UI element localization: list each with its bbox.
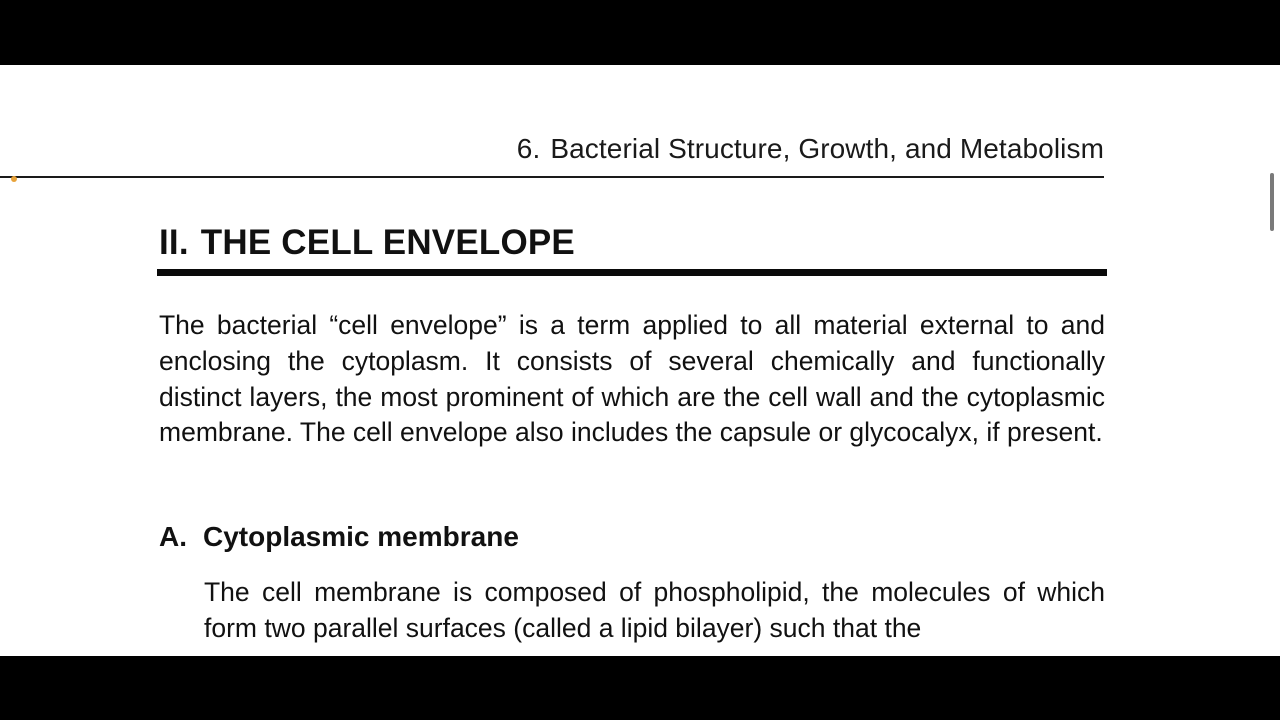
section-heading (159, 223, 575, 263)
bookmark-marker-icon[interactable] (11, 176, 17, 182)
chapter-number: 6. (516, 133, 541, 164)
document-page[interactable] (0, 65, 1280, 656)
running-header (517, 133, 1104, 165)
section-number: II. (159, 223, 189, 262)
section-title: THE CELL ENVELOPE (200, 223, 575, 262)
subsection-heading (159, 521, 519, 553)
subsection-title: Cytoplasmic membrane (203, 521, 519, 552)
subsection-body-paragraph: The cell membrane is composed of phospholipid, the molecules of which form two parallel surfaces (called a lipid bilayer) such that the (204, 577, 1105, 643)
chapter-title: Bacterial Structure, Growth, and Metabolism (550, 133, 1104, 164)
scrollbar-thumb[interactable] (1270, 173, 1274, 231)
section-body-paragraph: The bacterial “cell envelope” is a term applied to all material external to and enclosing the cytoplasm. It consists of several chemically and functionally distinct layers, the most prominent of which are the cell wall and the cytoplasmic membrane. The cell envelope also includes the capsule or glycocalyx, if present. (159, 310, 1105, 448)
header-divider (0, 176, 1104, 178)
subsection-letter: A. (159, 521, 187, 552)
section-divider (157, 269, 1107, 276)
